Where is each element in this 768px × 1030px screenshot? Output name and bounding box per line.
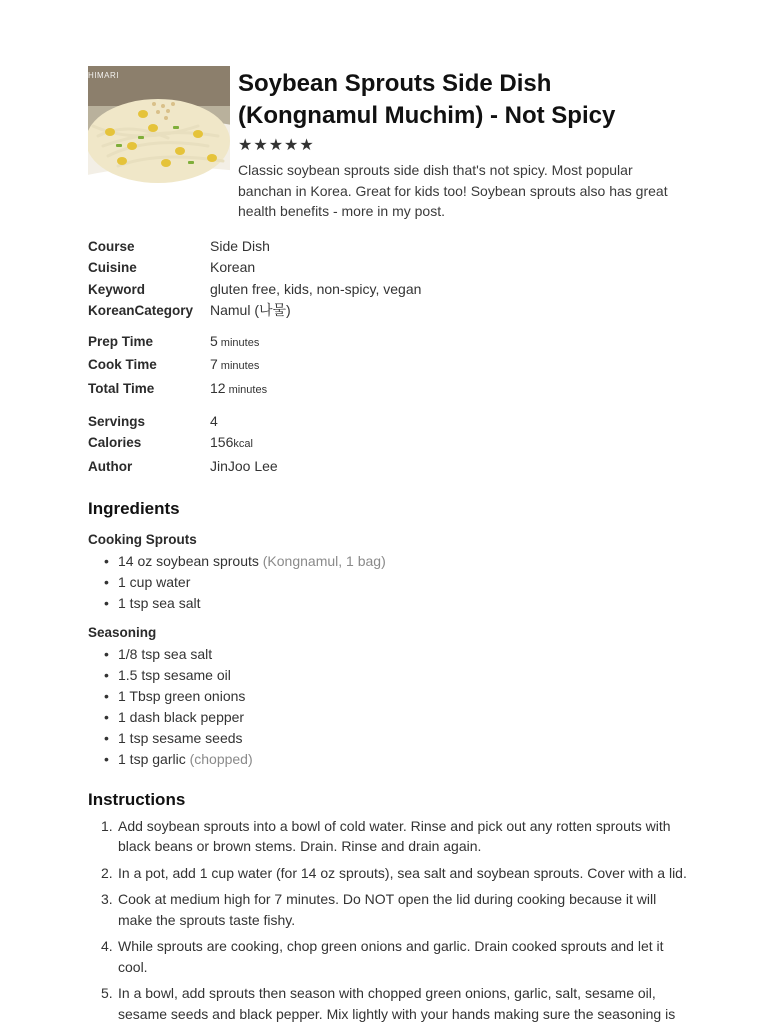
- instruction-step: [101, 889, 688, 930]
- detail-row-servings: [88, 411, 688, 432]
- ingredient-text: 14 oz soybean sprouts: [118, 552, 259, 569]
- calories-value: [210, 432, 253, 455]
- servings-label: Servings: [88, 414, 146, 430]
- soybean-sprouts-dish-image: [88, 66, 230, 212]
- star-icon[interactable]: ★: [238, 137, 253, 154]
- bullet: •: [104, 573, 109, 590]
- bullet: •: [104, 645, 109, 662]
- step-text: In a bowl, add sprouts then season with chopped green onions, garlic, salt, sesame oil, sesame seeds and black pepper. Mix lightly with your hands making sure the seasoning is: [118, 985, 676, 1022]
- calories-label: Calories: [88, 435, 142, 451]
- instruction-step: [101, 983, 688, 1024]
- recipe-title: Soybean Sprouts Side Dish (Kongnamul Muchim) - Not Spicy: [238, 70, 616, 129]
- ingredient-group-heading: Seasoning: [88, 624, 157, 640]
- meta-group: [88, 236, 688, 321]
- prep-time-unit: minutes: [220, 337, 260, 350]
- author-label: Author: [88, 458, 133, 474]
- recipe-card: [88, 66, 688, 1030]
- star-icon[interactable]: ★: [299, 137, 314, 154]
- cuisine-value: Korean: [210, 259, 256, 276]
- korean-category-value: Namul (나물): [210, 301, 291, 318]
- instruction-step: [101, 816, 688, 857]
- author-value: JinJoo Lee: [210, 457, 278, 474]
- bullet: •: [104, 729, 109, 746]
- calories-unit: kcal: [233, 438, 253, 451]
- photo-watermark: HIMARI: [88, 71, 119, 80]
- keyword-value: gluten free, kids, non-spicy, vegan: [210, 280, 422, 297]
- step-number: 5.: [101, 985, 113, 1002]
- ingredient-item: [104, 707, 688, 728]
- ingredient-text: 1/8 tsp sea salt: [118, 645, 213, 662]
- instructions-heading: Instructions: [88, 789, 186, 809]
- ingredients-heading: Ingredients: [88, 498, 180, 518]
- total-time-label: Total Time: [88, 380, 155, 396]
- keyword-label: Keyword: [88, 281, 146, 297]
- ingredient-item: [104, 572, 688, 593]
- detail-row-keyword: [88, 279, 688, 300]
- cook-time-label: Cook Time: [88, 357, 157, 373]
- ingredient-text: 1 cup water: [118, 573, 191, 590]
- detail-row-cook-time: [88, 354, 688, 377]
- instruction-list: [88, 816, 688, 1025]
- detail-row-author: [88, 456, 688, 477]
- title-block: [238, 68, 688, 222]
- cook-time-unit: minutes: [220, 360, 260, 373]
- star-rating[interactable]: [238, 138, 688, 154]
- step-text: Cook at medium high for 7 minutes. Do NOT open the lid during cooking because it will make the sprouts taste fishy.: [118, 891, 657, 928]
- detail-row-calories: [88, 432, 688, 455]
- ingredient-note: (Kongnamul, 1 bag): [262, 552, 386, 569]
- detail-row-cuisine: [88, 257, 688, 278]
- instruction-step: [101, 863, 688, 884]
- step-number: 2.: [101, 864, 113, 881]
- total-time-number: 12: [210, 379, 226, 396]
- detail-row-prep-time: [88, 331, 688, 354]
- korean-category-label: KoreanCategory: [88, 302, 194, 318]
- times-group: [88, 331, 688, 401]
- step-number: 4.: [101, 938, 113, 955]
- ingredient-item: [104, 686, 688, 707]
- ingredient-text: 1 tsp sea salt: [118, 594, 201, 611]
- bullet: •: [104, 552, 109, 569]
- bullet: •: [104, 687, 109, 704]
- ingredient-text: 1 Tbsp green onions: [118, 687, 246, 704]
- instruction-step: [101, 936, 688, 977]
- ingredient-text: 1 dash black pepper: [118, 708, 245, 725]
- recipe-summary: Classic soybean sprouts side dish that's not spicy. Most popular banchan in Korea. Great for kids too! Soybean sprouts also has great health benefits - more in my post.: [238, 162, 668, 219]
- ingredient-list: [88, 551, 688, 614]
- step-text: In a pot, add 1 cup water (for 14 oz sprouts), sea salt and soybean sprouts. Cover with a lid.: [118, 864, 687, 881]
- ingredient-text: 1.5 tsp sesame oil: [118, 666, 231, 683]
- cook-time-number: 7: [210, 356, 218, 373]
- step-text: Add soybean sprouts into a bowl of cold water. Rinse and pick out any rotten sprouts with black beans or brown stems. Drain. Rinse and drain again.: [118, 817, 671, 855]
- cuisine-label: Cuisine: [88, 260, 137, 276]
- ingredient-item: [104, 665, 688, 686]
- ingredient-group-cooking-sprouts: [88, 531, 688, 614]
- prep-time-number: 5: [210, 333, 218, 350]
- ingredient-note: (chopped): [189, 750, 253, 767]
- detail-row-korean-category: [88, 300, 688, 321]
- prep-time-label: Prep Time: [88, 334, 154, 350]
- nutrition-group: [88, 411, 688, 477]
- ingredient-list: [88, 644, 688, 770]
- ingredient-text: 1 tsp garlic: [118, 750, 186, 767]
- bullet: •: [104, 666, 109, 683]
- ingredient-item: [104, 593, 688, 614]
- cook-time-value: [210, 354, 259, 377]
- step-number: 1.: [101, 817, 113, 834]
- calories-number: 156: [210, 434, 234, 451]
- bullet: •: [104, 750, 109, 767]
- prep-time-value: [210, 331, 259, 354]
- bullet: •: [104, 594, 109, 611]
- star-icon[interactable]: ★: [268, 137, 284, 154]
- ingredient-text: 1 tsp sesame seeds: [118, 729, 243, 746]
- step-text: While sprouts are cooking, chop green onions and garlic. Drain cooked sprouts and let it cool.: [118, 938, 664, 975]
- star-icon[interactable]: ★: [253, 137, 268, 154]
- ingredient-item: [104, 749, 688, 770]
- course-value: Side Dish: [210, 238, 270, 254]
- ingredient-group-heading: Cooking Sprouts: [88, 531, 197, 547]
- total-time-unit: minutes: [228, 383, 268, 396]
- ingredient-item: [104, 644, 688, 665]
- servings-value[interactable]: 4: [210, 413, 218, 430]
- star-icon[interactable]: ★: [284, 137, 299, 154]
- total-time-value: [210, 378, 267, 401]
- step-number: 3.: [101, 891, 113, 908]
- ingredient-item: [104, 551, 688, 572]
- recipe-photo: [88, 66, 230, 212]
- detail-row-course: [88, 236, 688, 257]
- detail-row-total-time: [88, 378, 688, 401]
- course-label: Course: [88, 239, 135, 254]
- ingredient-item: [104, 728, 688, 749]
- recipe-header: [88, 66, 688, 226]
- recipe-details: [88, 236, 688, 477]
- ingredient-group-seasoning: [88, 624, 688, 770]
- bullet: •: [104, 708, 109, 725]
